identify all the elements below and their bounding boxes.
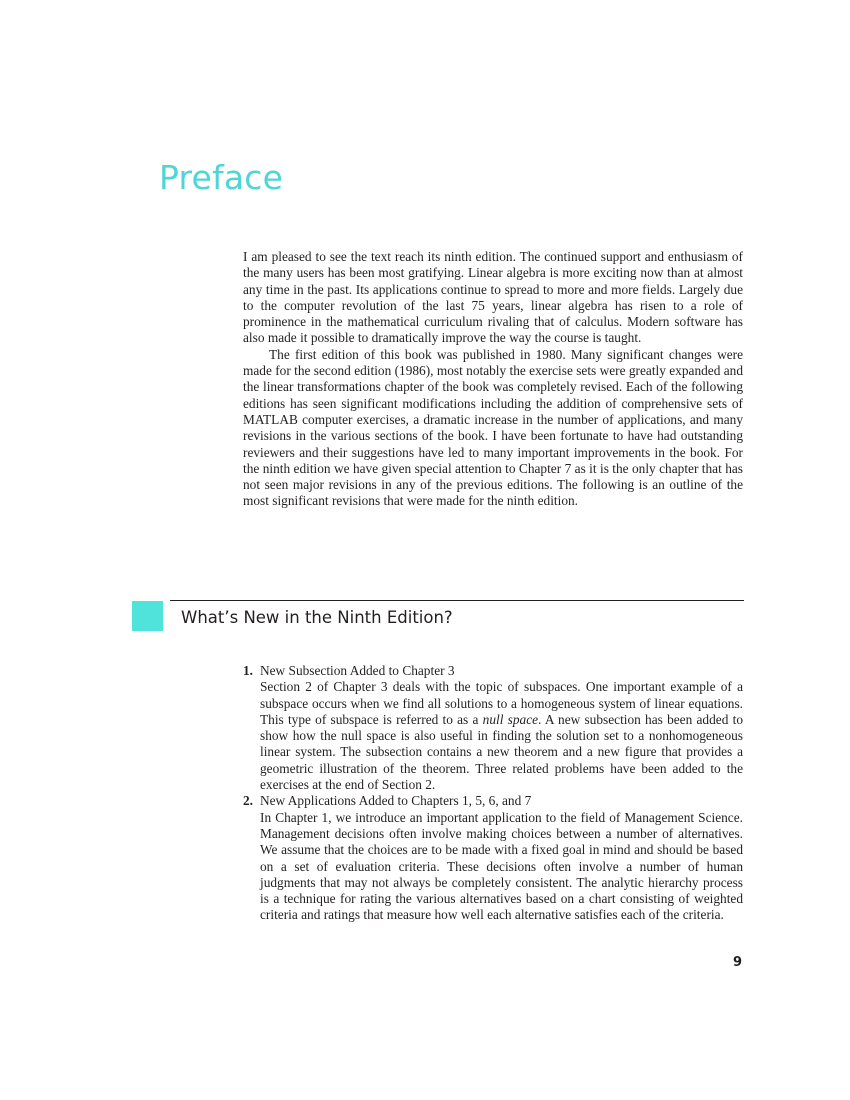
- item-emphasis: null space: [482, 711, 539, 727]
- revisions-list: [243, 663, 743, 924]
- item-body: [260, 679, 743, 793]
- item-title: New Applications Added to Chapters 1, 5, 6, and 7: [260, 793, 532, 809]
- item-body-text: . A new subsection has been added to show how the null space is also useful in finding the solution set to a nonhomogeneous linear system. The subsection contains a new theorem and a new figure that provides a geometric illustration of the theorem. Three related problems have been added to the exercises at the end of Section 2.: [260, 711, 743, 793]
- section-divider: [170, 600, 744, 601]
- page-number: 9: [733, 955, 743, 970]
- item-title: New Subsection Added to Chapter 3: [260, 663, 455, 678]
- item-number: 2.: [243, 793, 254, 809]
- section-marker: [132, 601, 163, 631]
- item-body-text: In Chapter 1, we introduce an important application to the field of Management Science. Management decisions often involve making choices between a number of alternatives. We assume that the choices are to be made with a fixed goal in mind and should be based on a set of evaluation criteria. These decisions often involve a number of human judgments that may not always be completely consistent. The analytic hierarchy process is a technique for rating the various alternatives based on a chart consisting of weighted criteria and ratings that measure how well each alternative satisfies each of the criteria.: [260, 809, 743, 923]
- page-title: Preface: [159, 158, 284, 197]
- section-heading: What’s New in the Ninth Edition?: [181, 608, 453, 627]
- intro-paragraph: I am pleased to see the text reach its ninth edition. The continued support and enthusiasm of the many users has been most gratifying. Linear algebra is more exciting now than at almost any time in the past. Its applications continue to spread to more and more fields. Largely due to the computer revolution of the last 75 years, linear algebra has risen to a role of prominence in the mathematical curriculum rivaling that of calculus. Modern software has also made it possible to dramatically improve the way the course is taught.: [243, 249, 743, 346]
- list-item: [243, 793, 743, 923]
- item-body: [260, 810, 743, 924]
- list-item: [243, 663, 743, 793]
- item-body-text: Section 2 of Chapter 3 deals with the topic of subspaces. One important example of a subspace occurs when we find all solutions to a homogeneous system of linear equations. This type of subspace is referred to as a: [260, 679, 743, 727]
- intro-text: [243, 249, 743, 510]
- item-number: 1.: [243, 663, 254, 678]
- intro-paragraph: The first edition of this book was published in 1980. Many significant changes were made for the second edition (1986), most notably the exercise sets were greatly expanded and the linear transformations chapter of the book was completely revised. Each of the following editions has seen significant modifications including the addition of comprehensive sets of MATLAB computer exercises, a dramatic increase in the number of applications, and many revisions in the various sections of the book. I have been fortunate to have had outstanding reviewers and their suggestions have led to many important improvements in the book. For the ninth edition we have given special attention to Chapter 7 as it is the only chapter that has not seen major revisions in any of the previous editions. The following is an outline of the most significant revisions that were made for the ninth edition.: [243, 346, 743, 509]
